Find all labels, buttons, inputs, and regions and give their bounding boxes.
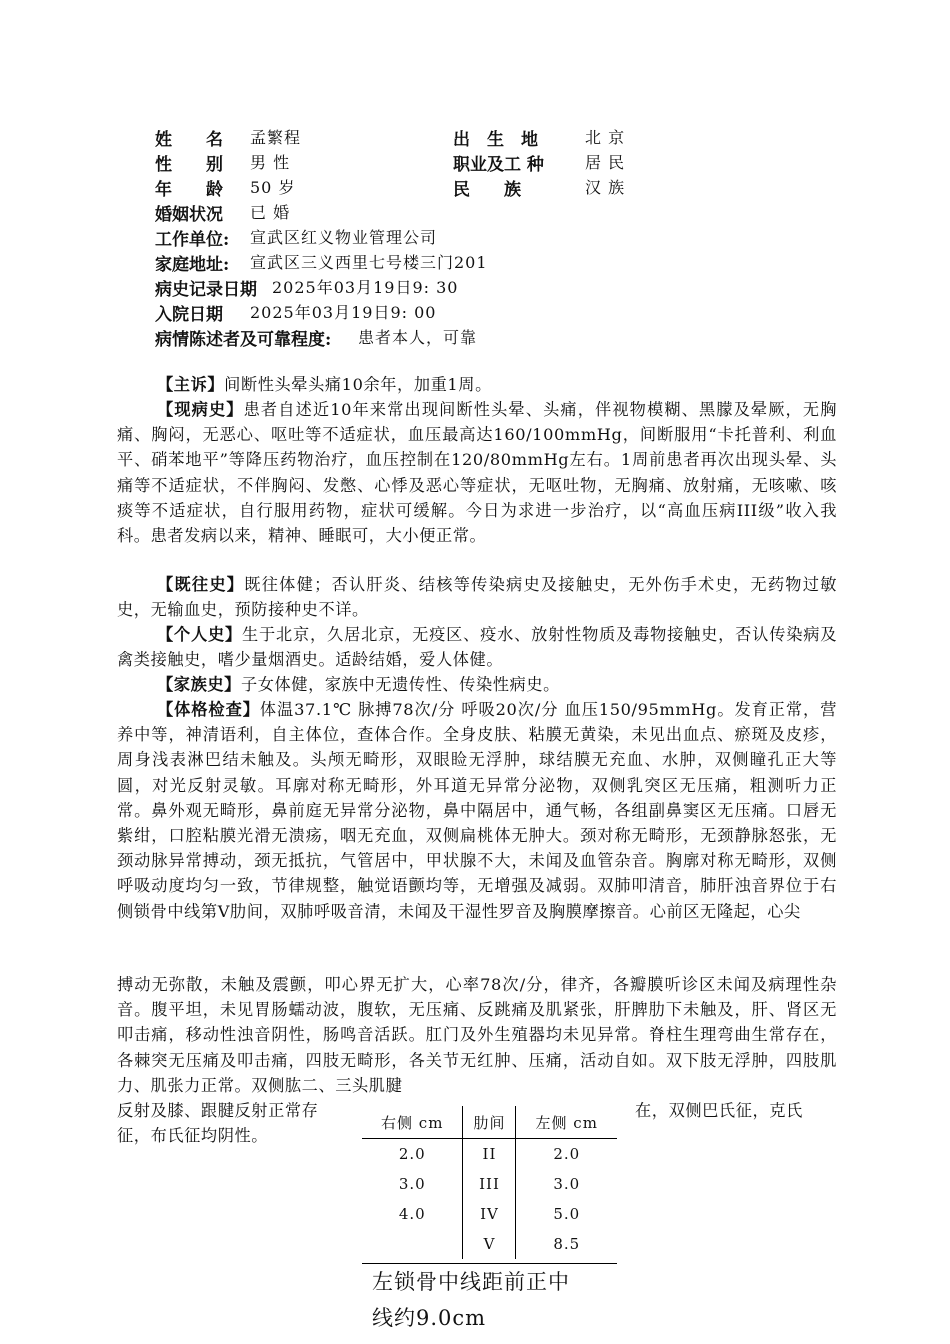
address-value: 宣武区三义西里七号楼三门201: [250, 253, 488, 272]
narrator-value: 患者本人，可靠: [358, 328, 478, 347]
table-bottom-rule: [362, 1263, 617, 1264]
table-row: [362, 1199, 617, 1229]
record-date-label: 病史记录日期: [155, 280, 257, 300]
cell-right: [362, 1229, 463, 1259]
name-label: 姓 名: [155, 130, 223, 150]
name-value: 孟繁程: [250, 128, 302, 147]
cell-rib: IV: [463, 1199, 516, 1229]
exam-tail-right: 在，双侧巴氏征，克氏: [635, 1101, 803, 1120]
physical-exam: [117, 697, 837, 924]
work-value: 宣武区红义物业管理公司: [250, 228, 438, 247]
header-left: 左侧 cm: [516, 1106, 617, 1139]
age-label: 年 龄: [155, 180, 223, 200]
table-row: [362, 1139, 617, 1170]
cell-left: 3.0: [553, 1175, 581, 1193]
chief-text: 间断性头晕头痛10余年，加重1周。: [224, 375, 492, 394]
age-value: 50 岁: [250, 178, 296, 197]
cell-left: 5.0: [553, 1205, 581, 1223]
exam-tail-line2: 征，布氏征均阴性。: [117, 1126, 269, 1145]
chief-label: 【主诉】: [157, 375, 225, 394]
present-label: 【现病史】: [157, 400, 244, 419]
admit-date-label: 入院日期: [155, 305, 223, 325]
birthplace-label: 出 生 地: [453, 130, 538, 150]
family-history: [117, 672, 837, 697]
work-label: 工作单位:: [155, 230, 230, 250]
personal-label: 【个人史】: [157, 625, 243, 644]
personal-history: [117, 622, 837, 672]
family-text: 子女体健，家族中无遗传性、传染性病史。: [240, 675, 560, 694]
table-row: [362, 1169, 617, 1199]
occupation-label: 职业及工 种: [453, 155, 544, 175]
exam-text-2: 搏动无弥散，未触及震颤，叩心界无扩大，心率78次/分，律齐，各瓣膜听诊区未闻及病理性杂音。腹平坦，未见胃肠蠕动波，腹软，无压痛、反跳痛及肌紧张，肝脾肋下未触及，肝、肾区无叩击痛，移动性浊音阴性，肠鸣音活跃。肛门及外生殖器均未见异常。脊柱生理弯曲生常存在，各棘突无压痛及叩击痛，四肢无畸形，各关节无红肿、压痛，活动自如。双下肢无浮肿，四肢肌力、肌张力正常。双侧肱二、三头肌腱: [117, 975, 837, 1095]
cell-left: 2.0: [553, 1145, 581, 1163]
cell-right: 4.0: [398, 1205, 426, 1223]
sex-value: 男 性: [250, 153, 291, 172]
table-caption-line1: 左锁骨中线距前正中: [372, 1270, 570, 1294]
past-label: 【既往史】: [157, 575, 245, 594]
cell-rib: III: [463, 1169, 516, 1199]
ethnicity-value: 汉 族: [585, 178, 626, 197]
exam-text: 体温37.1℃ 脉搏78次/分 呼吸20次/分 血压150/95mmHg。发育正常，营养中等，神清语利，自主体位，查体合作。全身皮肤、粘膜无黄染，未见出血点、瘀斑及皮疹，周身浅表淋巴结未触及。头颅无畸形，双眼睑无浮肿，球结膜无充血、水肿，双侧瞳孔正大等圆，对光反射灵敏。耳廓对称无畸形，外耳道无异常分泌物，双侧乳突区无压痛，粗测听力正常。鼻外观无畸形，鼻前庭无异常分泌物，鼻中隔居中，通气畅，各组副鼻窦区无压痛。口唇无紫绀，口腔粘膜光滑无溃疡，咽无充血，双侧扁桃体无肿大。颈对称无畸形，无颈静脉怒张，无颈动脉异常搏动，颈无抵抗，气管居中，甲状腺不大，未闻及血管杂音。胸廓对称无畸形，双侧呼吸动度均匀一致，节律规整，触觉语颤均等，无增强及减弱。双肺叩清音，肺肝浊音界位于右侧锁骨中线第V肋间，双肺呼吸音清，未闻及干湿性罗音及胸膜摩擦音。心前区无隆起，心尖: [117, 700, 837, 921]
table-row: [362, 1229, 617, 1259]
present-illness: [117, 397, 837, 548]
cell-right: 2.0: [398, 1145, 426, 1163]
personal-text: 生于北京，久居北京，无疫区、疫水、放射性物质及毒物接触史，否认传染病及禽类接触史，嗜少量烟酒史。适龄结婚，爱人体健。: [117, 625, 838, 670]
header-right: 右侧 cm: [362, 1106, 463, 1139]
cell-rib: V: [463, 1229, 516, 1259]
table-caption-line2: 线约9.0cm: [372, 1306, 487, 1330]
sex-label: 性 别: [155, 155, 223, 175]
header-rib: 肋间: [463, 1106, 516, 1139]
cell-right: 3.0: [398, 1175, 426, 1193]
cardiac-dullness-table: [362, 1106, 617, 1259]
record-date-value: 2025年03月19日9: 30: [272, 278, 459, 297]
marital-value: 已 婚: [250, 203, 291, 222]
birthplace-value: 北 京: [585, 128, 626, 147]
table-header-row: [362, 1106, 617, 1139]
cell-left: 8.5: [553, 1235, 581, 1253]
marital-label: 婚姻状况: [155, 205, 223, 225]
admit-date-value: 2025年03月19日9: 00: [250, 303, 437, 322]
cell-rib: II: [463, 1139, 516, 1170]
present-text: 患者自述近10年来常出现间断性头晕、头痛，伴视物模糊、黑朦及晕厥，无胸痛、胸闷，无恶心、呕吐等不适症状，血压最高达160/100mmHg，间断服用“卡托普利、利血平、硝苯地平”等降压药物治疗，血压控制在120/80mmHg左右。1周前患者再次出现头晕、头痛等不适症状，不伴胸闷、发憋、心悸及恶心等症状，无呕吐物，无胸痛、放射痛，无咳嗽、咳痰等不适症状，自行服用药物，症状可缓解。今日为求进一步治疗，以“高血压病III级”收入我科。患者发病以来，精神、睡眠可，大小便正常。: [117, 400, 837, 546]
ethnicity-label: 民 族: [453, 180, 521, 200]
address-label: 家庭地址:: [155, 255, 230, 275]
physical-exam-continued: [117, 972, 837, 1098]
family-label: 【家族史】: [157, 675, 241, 694]
past-history: [117, 572, 837, 622]
occupation-value: 居 民: [585, 153, 626, 172]
exam-label: 【体格检查】: [157, 700, 260, 719]
chief-complaint: [117, 372, 837, 397]
narrator-label: 病情陈述者及可靠程度:: [155, 330, 332, 350]
past-text: 既往体健；否认肝炎、结核等传染病史及接触史，无外伤手术史，无药物过敏史，无输血史，预防接种史不详。: [117, 575, 837, 620]
exam-tail-left: 反射及膝、跟腱反射正常存: [117, 1101, 319, 1120]
